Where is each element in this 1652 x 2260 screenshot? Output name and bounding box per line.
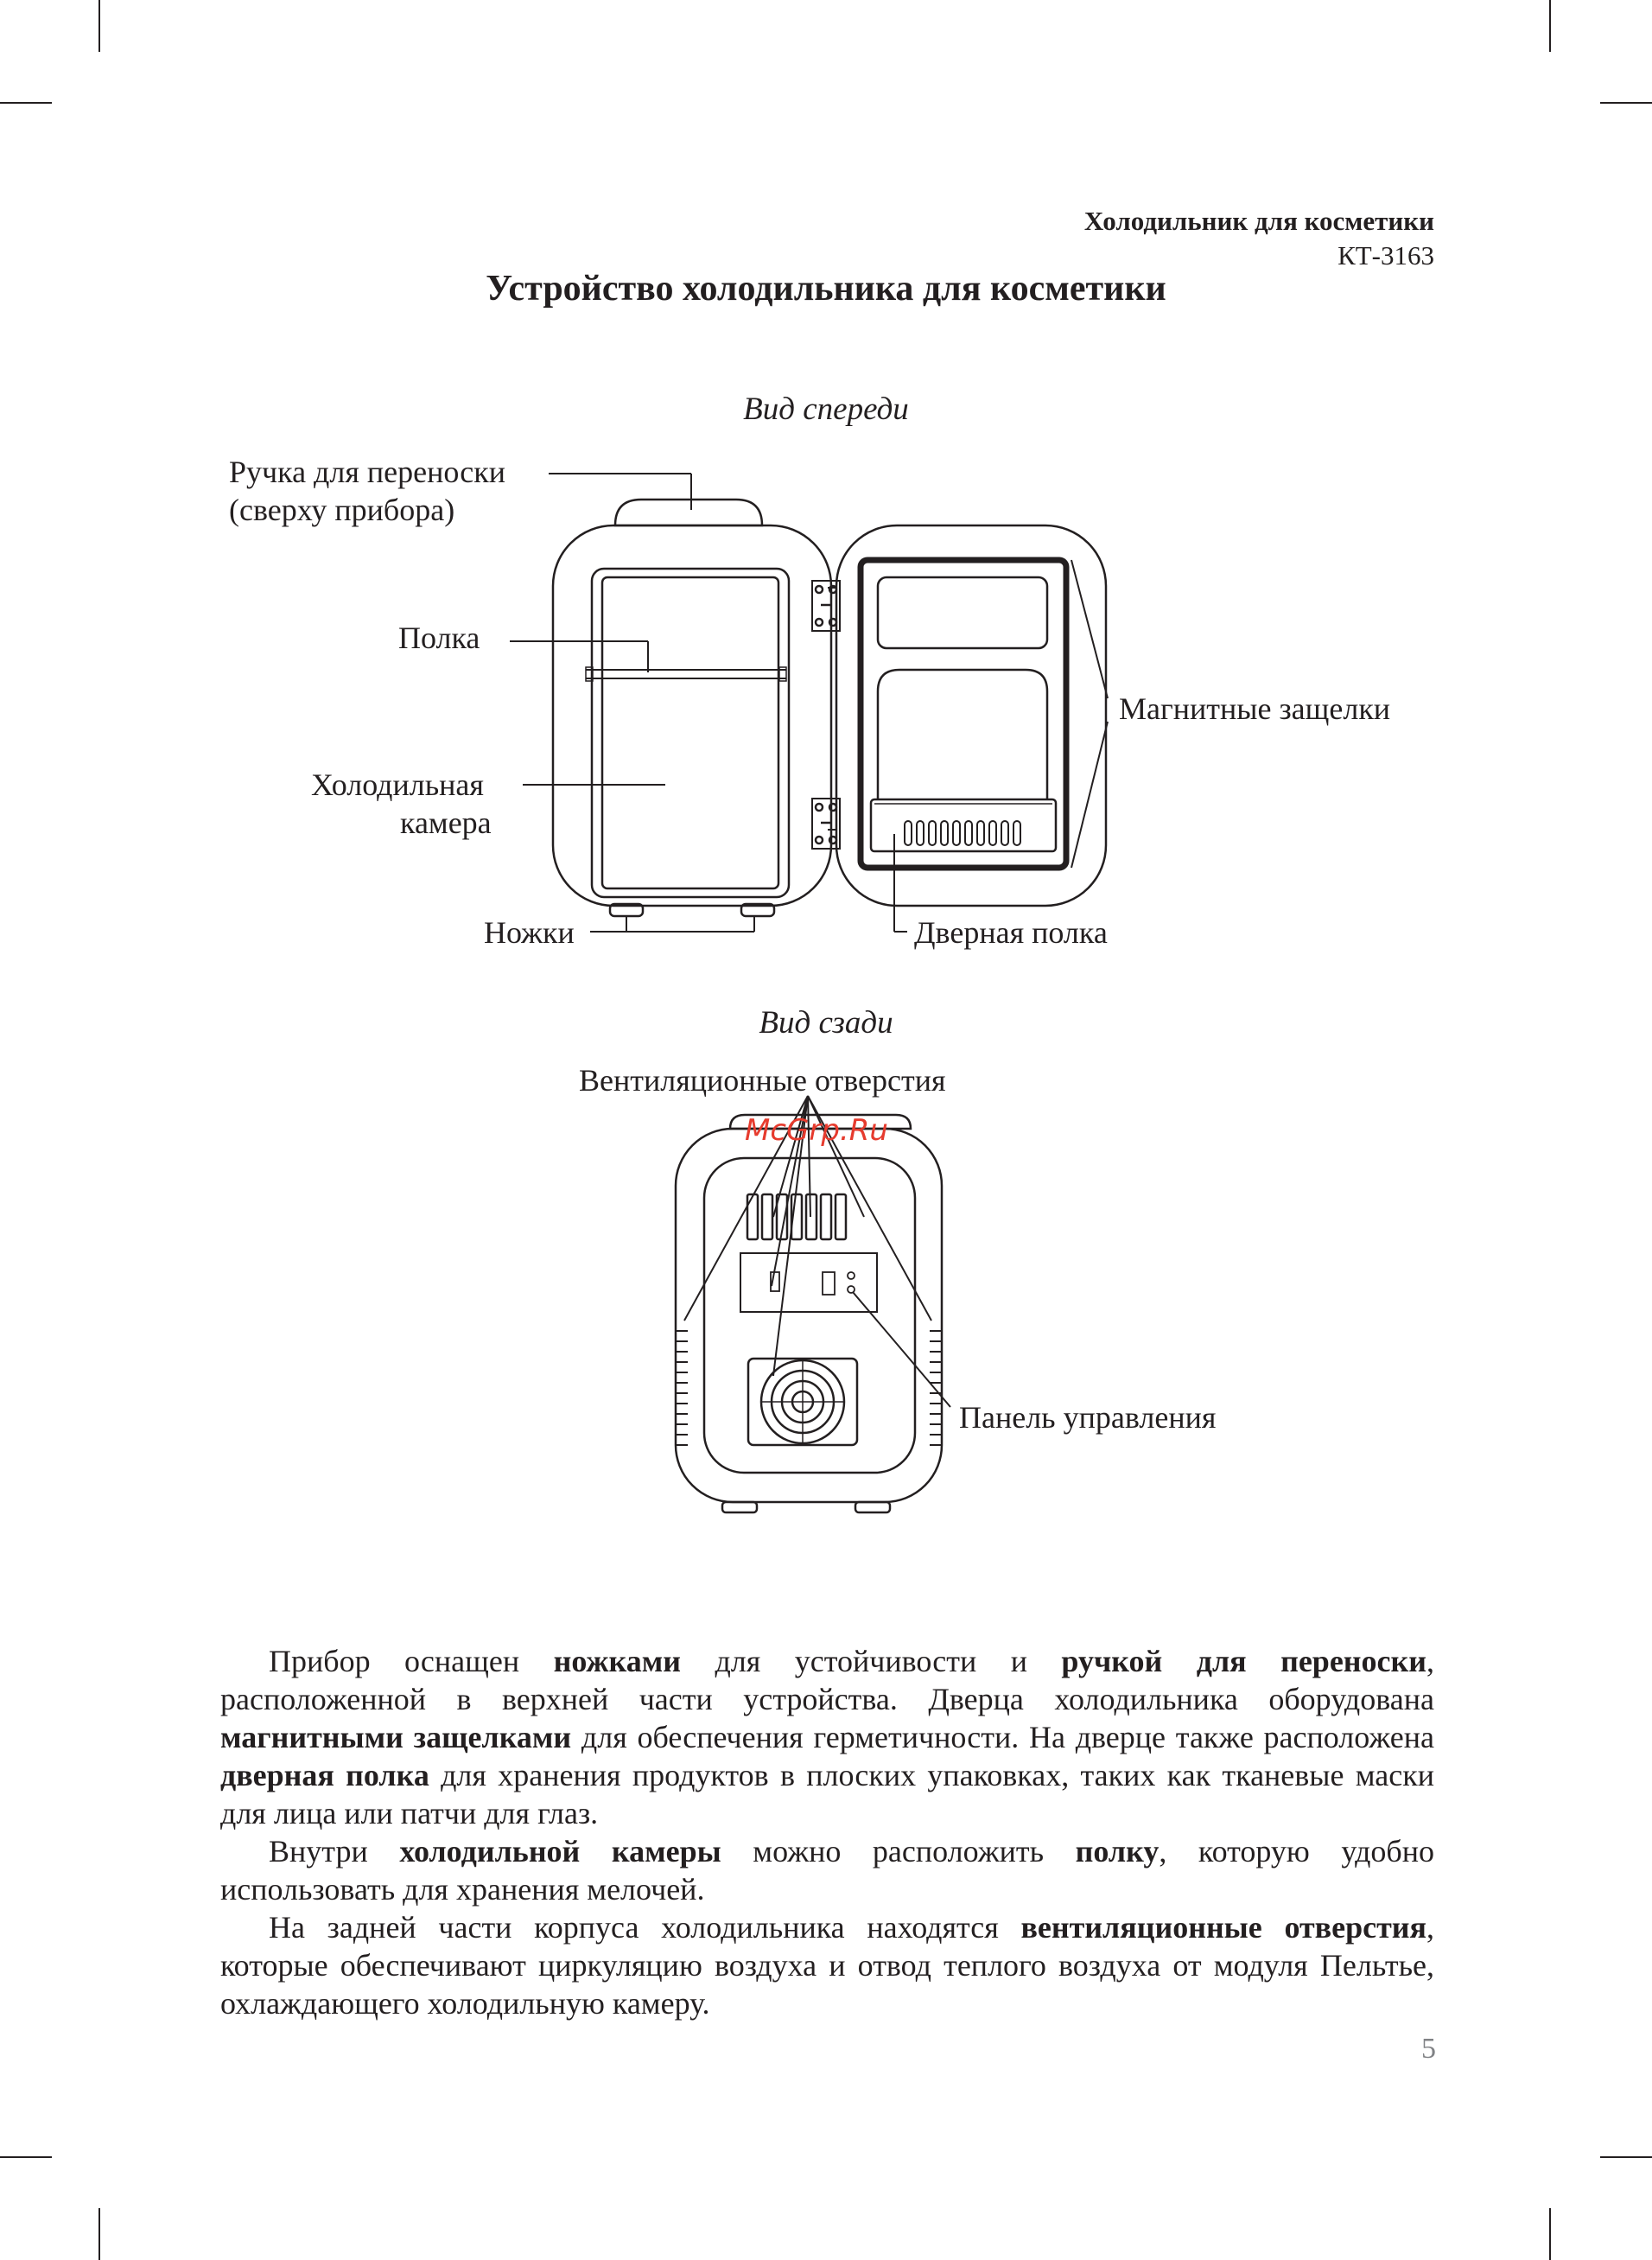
label-shelf: Полка — [398, 621, 480, 655]
label-chamber-line2: камера — [400, 805, 492, 840]
label-handle-line2: (сверху прибора) — [229, 493, 455, 527]
label-door-shelf: Дверная полка — [914, 915, 1108, 950]
rear-view-title: Вид сзади — [759, 1005, 893, 1041]
label-handle-line1: Ручка для переноски — [229, 455, 506, 489]
fridge-body-front — [553, 500, 836, 916]
header-title: Холодильник для косметики — [1083, 206, 1434, 236]
paragraph-3: На задней части корпуса холодильника находятся вентиляционные отверстия, которые обеспечивают циркуляцию воздуха и отвод теплого воздуха от модуля Пельтье, охлаждающего холодильную камеру. — [220, 1910, 1434, 2021]
front-leader-lines — [510, 474, 1108, 932]
label-control-panel: Панель управления — [959, 1400, 1217, 1435]
page-title: Устройство холодильника для косметики — [486, 269, 1166, 309]
fridge-door — [836, 525, 1106, 906]
label-vents: Вентиляционные отверстия — [579, 1063, 946, 1098]
front-view-title: Вид спереди — [743, 392, 909, 427]
header-model: КТ-3163 — [1337, 240, 1434, 271]
label-feet: Ножки — [484, 915, 575, 950]
label-chamber-line1: Холодильная — [311, 767, 484, 802]
paragraph-2: Внутри холодильной камеры можно расположить полку, которую удобно использовать для хранения мелочей. — [220, 1834, 1435, 1907]
page-number: 5 — [1421, 2033, 1436, 2065]
paragraph-1: Прибор оснащен ножками для устойчивости и ручкой для переноски, расположенной в верхней части устройства. Дверца холодильника оборудована магнитными защелками для обеспечения герметичности. На дверце также расположена дверная полка для хранения продуктов в плоских упаковках, таких как тканевые маски для лица или патчи для глаз. — [220, 1644, 1434, 1830]
watermark: McGrp.Ru — [745, 1113, 888, 1148]
label-magnetic-latches: Магнитные защелки — [1119, 691, 1391, 726]
